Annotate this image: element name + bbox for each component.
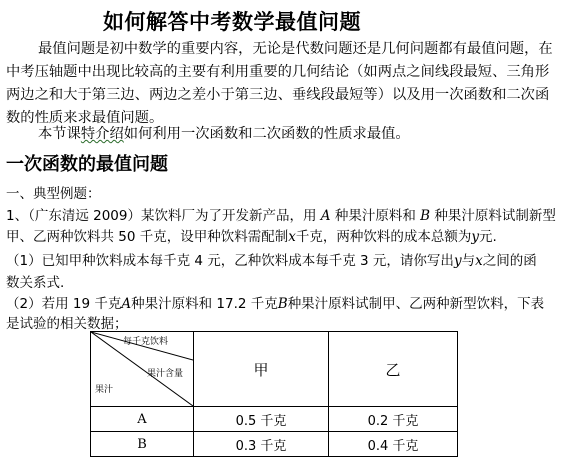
text: （2）若用 19 千克: [6, 296, 122, 312]
row-label: A: [91, 407, 194, 432]
grammar-flagged-text: 特介绍: [80, 126, 124, 142]
math-var: y: [453, 253, 462, 269]
examples-label: 一、典型例题：: [6, 186, 101, 202]
math-var: x: [288, 229, 296, 245]
section-heading: 一次函数的最值问题: [6, 154, 168, 175]
intro-paragraph: 最值问题是初中数学的重要内容，无论是代数问题还是几何问题都有最值问题，在中考压轴题中出现比较高的主要有利用重要的几何结论（如两点之间线段最短、三角形两边之和大于第三边、两边之差小于第三边、垂线段最短等）以及用一次函数和二次函数的性质来求最值问题。: [6, 41, 553, 126]
table-row: [91, 432, 458, 457]
text: 甲、乙两种饮料共 50 千克，设甲种饮料需配制: [6, 229, 289, 245]
question-2: [6, 293, 558, 315]
text: （1）已知甲种饮料成本每千克 4 元，乙种饮料成本每千克 3 元，请你写出: [6, 253, 454, 269]
math-var: B: [420, 208, 431, 224]
data-table: [90, 331, 458, 457]
text: 千克，两种饮料的成本总额为: [295, 229, 472, 245]
table-cell: 0.3 千克: [194, 432, 329, 457]
text: 种果汁原料试制新型: [430, 208, 556, 224]
diag-label-mid: 果汁含量: [147, 369, 184, 379]
problem-line: [6, 226, 558, 248]
text: 种果汁原料和 17.2 千克: [131, 296, 278, 312]
intro-text: 如何利用一次函数和二次函数的性质求最值。: [123, 126, 410, 142]
text: 与: [461, 253, 476, 269]
diag-label-left: 果汁: [95, 385, 114, 395]
diagonal-header-cell: [91, 332, 194, 407]
math-var: A: [121, 296, 132, 312]
text: 元.: [479, 229, 497, 245]
page-title: 如何解答中考数学最值问题: [103, 9, 361, 34]
question-1: [6, 250, 558, 272]
diag-label-top: 每千克饮料: [123, 337, 169, 347]
table-cell: 0.5 千克: [194, 407, 329, 432]
intro-paragraph-2: [6, 123, 558, 146]
text: 之间的函: [482, 253, 537, 269]
text: 1、（广东清远 2009）某饮料厂为了开发新产品，用: [6, 208, 321, 224]
question-1-cont: 数关系式.: [6, 275, 65, 291]
intro-text: 本节课: [38, 126, 81, 142]
text: 种果汁原料和: [330, 208, 421, 224]
col-header-yi: 乙: [329, 332, 458, 407]
math-var: x: [475, 253, 483, 269]
col-header-jia: 甲: [194, 332, 329, 407]
row-label: B: [91, 432, 194, 457]
problem-line: [6, 205, 558, 227]
table-row: [91, 407, 458, 432]
table-cell: 0.2 千克: [329, 407, 458, 432]
math-var: B: [277, 296, 288, 312]
table-header-row: [91, 332, 458, 407]
math-var: y: [471, 229, 480, 245]
table-cell: 0.4 千克: [329, 432, 458, 457]
question-2-cont: 是试验的相关数据；: [6, 316, 128, 332]
math-var: A: [320, 208, 331, 224]
text: 种果汁原料试制甲、乙两种新型饮料，下表: [287, 296, 545, 312]
